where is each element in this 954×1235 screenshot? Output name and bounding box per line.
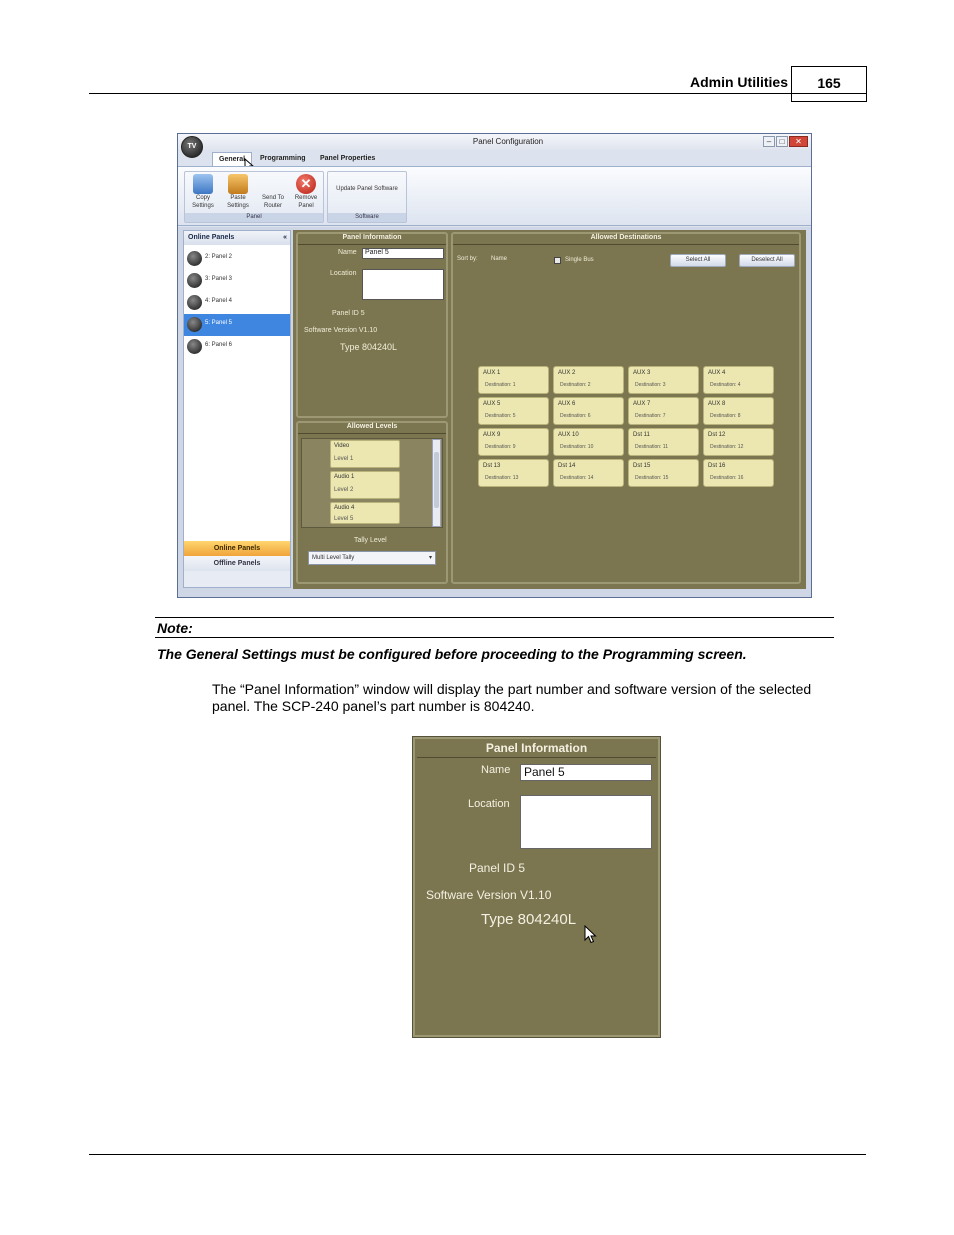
destination-tile[interactable]: [478, 428, 549, 456]
level-name: Audio 1: [334, 474, 355, 480]
destination-tile[interactable]: [628, 366, 699, 394]
paste-icon: [228, 174, 248, 194]
tab-general[interactable]: General: [212, 152, 252, 166]
destination-name: Dst 13: [483, 463, 501, 469]
tally-level-value: Multi Level Tally: [312, 555, 355, 561]
mouse-cursor-icon: [584, 925, 597, 944]
destination-name: AUX 6: [558, 401, 576, 407]
type-text: Type 804240L: [340, 342, 398, 352]
panel-list-item[interactable]: [184, 336, 290, 358]
destination-name: AUX 1: [483, 370, 501, 376]
remove-panel-button[interactable]: [290, 174, 322, 210]
software-version-text: Software Version V1.10: [304, 327, 378, 334]
destination-tile[interactable]: [628, 428, 699, 456]
destination-name: AUX 8: [708, 401, 726, 407]
panel-icon: [187, 295, 202, 310]
note-label: Note:: [157, 620, 193, 636]
remove-label-1: Remove: [294, 195, 318, 201]
level-number: Level 2: [334, 487, 354, 493]
panel-list-item-label: 3: Panel 3: [205, 276, 233, 282]
destination-tile[interactable]: [553, 397, 624, 425]
panel-list-header: [184, 231, 290, 245]
destination-tile[interactable]: [553, 428, 624, 456]
window-title: Panel Configuration: [472, 137, 544, 146]
header-rule: [89, 93, 866, 94]
destination-number: Destination: 7: [635, 413, 666, 419]
panel-icon: [187, 317, 202, 332]
destination-name: Dst 14: [558, 463, 576, 469]
send-label-2: Router: [263, 203, 282, 209]
sort-by-value[interactable]: Name: [491, 256, 508, 262]
panel-list-item[interactable]: [184, 292, 290, 314]
destination-name: Dst 16: [708, 463, 726, 469]
destination-number: Destination: 11: [635, 444, 668, 450]
deselect-all-button[interactable]: Deselect All: [739, 254, 795, 267]
app-body: [178, 227, 811, 598]
destination-tile[interactable]: [628, 459, 699, 487]
allowed-destinations-box: [451, 232, 801, 584]
level-tile[interactable]: [330, 471, 400, 499]
zoom-software-version: Software Version V1.10: [426, 888, 552, 902]
note-rule-top: [155, 617, 834, 618]
panel-settings-area: [293, 230, 806, 589]
ribbon-group-panel: [184, 171, 324, 223]
destination-name: AUX 4: [708, 370, 726, 376]
paste-label-2: Settings: [227, 203, 249, 209]
page-number: 165: [791, 66, 867, 102]
destination-name: Dst 11: [633, 432, 650, 438]
panel-information-box: [296, 232, 448, 418]
destination-name: AUX 9: [483, 432, 501, 438]
destination-tile[interactable]: [703, 428, 774, 456]
tab-panel-properties[interactable]: Panel Properties: [320, 155, 376, 162]
levels-scrollbar[interactable]: [432, 439, 441, 527]
footer-rule: [89, 1154, 866, 1155]
offline-panels-button[interactable]: Offline Panels: [184, 556, 290, 571]
destination-tile[interactable]: [703, 459, 774, 487]
destination-number: Destination: 6: [560, 413, 591, 419]
zoom-title-rule: [417, 757, 656, 758]
panel-configuration-window: [177, 133, 812, 598]
ribbon-group-software: [327, 171, 407, 223]
update-panel-software-button[interactable]: Update Panel Software: [336, 186, 398, 192]
pane-footer: [184, 571, 290, 587]
online-panels-button[interactable]: Online Panels: [184, 541, 290, 556]
single-bus-label: Single Bus: [565, 257, 594, 263]
section-title: Admin Utilities: [689, 74, 788, 90]
ribbon-group-label-software: Software: [328, 213, 406, 222]
ribbon: [178, 166, 811, 226]
remove-label-2: Panel: [298, 203, 314, 209]
destination-name: AUX 2: [558, 370, 576, 376]
zoom-name-field[interactable]: Panel 5: [520, 764, 652, 781]
destination-number: Destination: 12: [710, 444, 744, 450]
destination-name: AUX 3: [633, 370, 651, 376]
destination-number: Destination: 16: [710, 475, 744, 481]
destination-name: Dst 15: [633, 463, 651, 469]
destination-number: Destination: 9: [485, 444, 516, 450]
tally-level-label: Tally Level: [354, 537, 387, 544]
zoom-location-field[interactable]: [520, 795, 652, 849]
tally-level-select[interactable]: [308, 551, 436, 565]
copy-label-1: Copy: [195, 195, 210, 201]
level-name: Audio 4: [334, 505, 355, 511]
paste-label-1: Paste: [230, 195, 246, 201]
copy-label-2: Settings: [192, 203, 214, 209]
panel-list-item-label: 5: Panel 5: [205, 320, 233, 326]
destination-number: Destination: 10: [560, 444, 594, 450]
panel-information-zoom: [412, 736, 661, 1038]
destination-tile[interactable]: [478, 366, 549, 394]
send-to-router-button[interactable]: [257, 174, 289, 210]
destination-number: Destination: 3: [635, 382, 666, 388]
panel-list-item-label: 2: Panel 2: [205, 254, 233, 260]
destination-number: Destination: 15: [635, 475, 669, 481]
level-tile[interactable]: [330, 440, 400, 468]
zoom-name-label: Name: [481, 764, 511, 776]
copy-icon: [193, 174, 213, 194]
panel-information-title: Panel Information: [298, 234, 446, 245]
destination-tile[interactable]: [553, 459, 624, 487]
ribbon-tabs: [206, 150, 811, 166]
destination-name: AUX 7: [633, 401, 651, 407]
body-paragraph: The “Panel Information” window will display the part number and software version of the selected panel. The SCP-240 panel’s part number is 804240.: [212, 681, 812, 714]
panel-icon: [187, 273, 202, 288]
send-icon: [263, 174, 283, 194]
destination-tile[interactable]: [478, 397, 549, 425]
panel-icon: [187, 339, 202, 354]
allowed-destinations-title: Allowed Destinations: [453, 234, 799, 245]
window-titlebar: [178, 134, 811, 150]
destination-tile[interactable]: [478, 459, 549, 487]
name-label: Name: [338, 249, 357, 256]
destination-number: Destination: 8: [710, 413, 741, 419]
panel-list-item[interactable]: [184, 248, 290, 270]
note-rule-bottom: [155, 637, 834, 638]
destination-number: Destination: 13: [485, 475, 519, 481]
panel-list-pane: [183, 230, 291, 588]
destination-number: Destination: 4: [710, 382, 741, 388]
zoom-location-label: Location: [468, 798, 510, 810]
paste-settings-button[interactable]: [222, 174, 254, 210]
single-bus-checkbox[interactable]: [554, 257, 561, 264]
zoom-type: Type 804240L: [481, 911, 577, 928]
destination-tile[interactable]: [628, 397, 699, 425]
panel-id-text: Panel ID 5: [332, 310, 365, 317]
level-name: Video: [334, 443, 350, 449]
send-label-1: Send To: [262, 195, 284, 201]
close-button[interactable]: ✕: [789, 136, 808, 147]
destination-tile[interactable]: [553, 366, 624, 394]
zoom-title: Panel Information: [485, 741, 588, 755]
chevron-down-icon: ▾: [428, 555, 432, 561]
destination-number: Destination: 1: [485, 382, 516, 388]
destination-number: Destination: 2: [560, 382, 591, 388]
tab-programming[interactable]: Programming: [260, 155, 306, 162]
sort-by-label: Sort by:: [457, 256, 478, 262]
destination-number: Destination: 5: [485, 413, 516, 419]
panel-list-header-label: Online Panels: [188, 234, 235, 241]
panel-list-item-selected[interactable]: [184, 314, 290, 336]
note-body: The General Settings must be configured before proceeding to the Programming screen.: [157, 646, 747, 662]
allowed-levels-box: [296, 421, 448, 584]
app-orb-button[interactable]: TV: [181, 136, 203, 158]
ribbon-group-label-panel: Panel: [185, 213, 323, 222]
destination-name: AUX 5: [483, 401, 501, 407]
panel-list-item-label: 4: Panel 4: [205, 298, 233, 304]
destination-tile[interactable]: [703, 397, 774, 425]
destination-number: Destination: 14: [560, 475, 594, 481]
location-field[interactable]: [362, 269, 444, 300]
allowed-levels-title: Allowed Levels: [298, 423, 446, 434]
panel-list-item-label: 6: Panel 6: [205, 342, 233, 348]
level-number: Level 1: [334, 456, 354, 462]
panel-icon: [187, 251, 202, 266]
location-label: Location: [330, 270, 357, 277]
name-field[interactable]: Panel 5: [362, 248, 444, 259]
destination-tile[interactable]: [703, 366, 774, 394]
copy-settings-button[interactable]: [187, 174, 219, 210]
minimize-button[interactable]: –: [763, 136, 775, 147]
level-tile[interactable]: [330, 502, 400, 524]
select-all-button[interactable]: Select All: [670, 254, 726, 267]
destination-name: Dst 12: [708, 432, 726, 438]
remove-icon: ✕: [296, 174, 316, 194]
panel-list-item[interactable]: [184, 270, 290, 292]
collapse-icon[interactable]: «: [283, 234, 287, 241]
level-number: Level 5: [334, 516, 354, 522]
zoom-panel-id: Panel ID 5: [469, 861, 526, 875]
maximize-button[interactable]: □: [776, 136, 788, 147]
destination-name: AUX 10: [558, 432, 579, 438]
